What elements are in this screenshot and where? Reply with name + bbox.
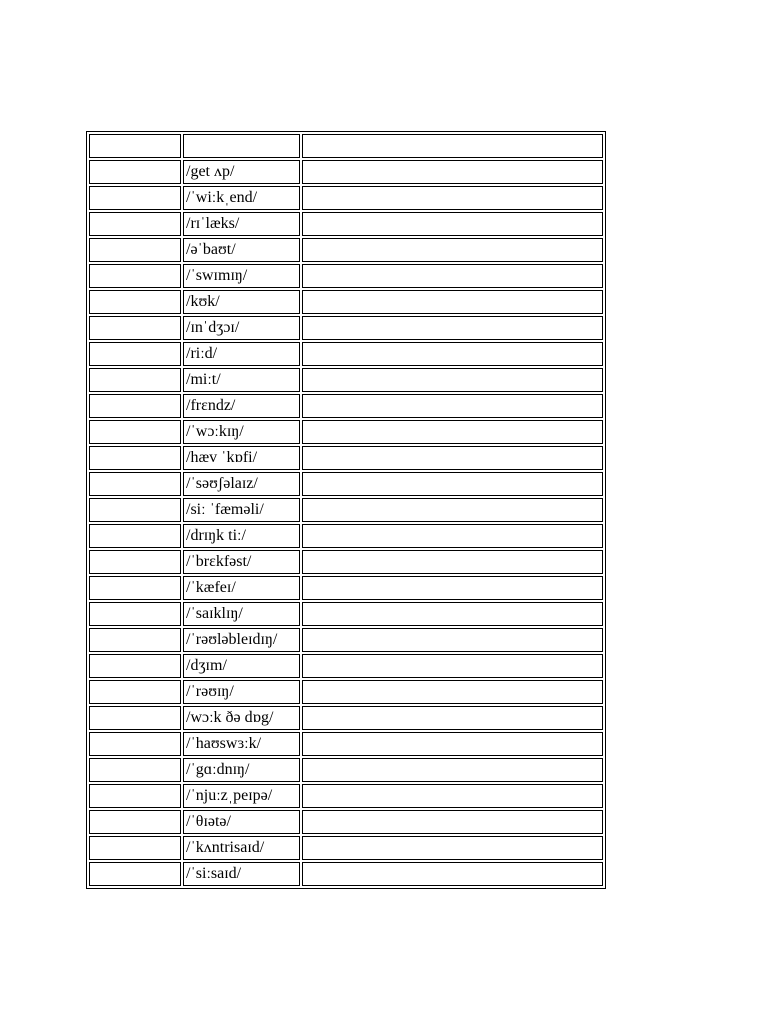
- word-cell: [89, 836, 181, 860]
- ipa-cell: /kʊk/: [183, 290, 300, 314]
- word-cell: [89, 160, 181, 184]
- ipa-cell: /rɪˈlæks/: [183, 212, 300, 236]
- ipa-cell: /ˈsəʊʃəlaɪz/: [183, 472, 300, 496]
- ipa-cell: /riːd/: [183, 342, 300, 366]
- table-row: [89, 394, 603, 418]
- word-cell: [89, 524, 181, 548]
- ipa-cell: /frɛndz/: [183, 394, 300, 418]
- word-cell: [89, 264, 181, 288]
- table-row: [89, 836, 603, 860]
- word-cell: [89, 680, 181, 704]
- table-row: [89, 654, 603, 678]
- meaning-cell: [302, 186, 603, 210]
- meaning-cell: [302, 446, 603, 470]
- word-cell: [89, 368, 181, 392]
- header-cell-word: [89, 134, 181, 158]
- word-cell: [89, 732, 181, 756]
- ipa-cell: /siː ˈfæməli/: [183, 498, 300, 522]
- table-row: [89, 446, 603, 470]
- ipa-cell: /ˈθɪətə/: [183, 810, 300, 834]
- meaning-cell: [302, 706, 603, 730]
- word-cell: [89, 316, 181, 340]
- ipa-cell: /wɔːk ðə dɒg/: [183, 706, 300, 730]
- meaning-cell: [302, 160, 603, 184]
- ipa-cell: /dʒɪm/: [183, 654, 300, 678]
- table-row: [89, 524, 603, 548]
- meaning-cell: [302, 238, 603, 262]
- ipa-cell: /ˈrəʊɪŋ/: [183, 680, 300, 704]
- table-row: [89, 212, 603, 236]
- table-row: [89, 186, 603, 210]
- table-row: [89, 576, 603, 600]
- ipa-cell: /miːt/: [183, 368, 300, 392]
- vocabulary-table-body: [89, 134, 603, 886]
- meaning-cell: [302, 680, 603, 704]
- ipa-cell: /ˈsiːsaɪd/: [183, 862, 300, 886]
- word-cell: [89, 212, 181, 236]
- word-cell: [89, 628, 181, 652]
- ipa-cell: /ˈkʌntrisaɪd/: [183, 836, 300, 860]
- table-row: [89, 862, 603, 886]
- meaning-cell: [302, 368, 603, 392]
- ipa-cell: /ˈnjuːzˌpeɪpə/: [183, 784, 300, 808]
- table-row: [89, 472, 603, 496]
- word-cell: [89, 810, 181, 834]
- meaning-cell: [302, 628, 603, 652]
- table-row: [89, 732, 603, 756]
- word-cell: [89, 290, 181, 314]
- meaning-cell: [302, 602, 603, 626]
- word-cell: [89, 186, 181, 210]
- table-row: [89, 810, 603, 834]
- table-row: [89, 316, 603, 340]
- meaning-cell: [302, 758, 603, 782]
- word-cell: [89, 758, 181, 782]
- ipa-cell: /ˈgɑːdnɪŋ/: [183, 758, 300, 782]
- meaning-cell: [302, 524, 603, 548]
- word-cell: [89, 342, 181, 366]
- meaning-cell: [302, 732, 603, 756]
- header-cell-ipa: [183, 134, 300, 158]
- table-row: [89, 680, 603, 704]
- ipa-cell: /ˈrəʊləbleɪdɪŋ/: [183, 628, 300, 652]
- meaning-cell: [302, 290, 603, 314]
- word-cell: [89, 238, 181, 262]
- ipa-cell: /ˈwɔːkɪŋ/: [183, 420, 300, 444]
- table-row: [89, 264, 603, 288]
- word-cell: [89, 394, 181, 418]
- ipa-cell: /ˈkæfeɪ/: [183, 576, 300, 600]
- meaning-cell: [302, 394, 603, 418]
- ipa-cell: /ˈsaɪklɪŋ/: [183, 602, 300, 626]
- table-row: [89, 368, 603, 392]
- word-cell: [89, 862, 181, 886]
- word-cell: [89, 784, 181, 808]
- word-cell: [89, 498, 181, 522]
- table-row: [89, 290, 603, 314]
- word-cell: [89, 576, 181, 600]
- ipa-cell: /əˈbaʊt/: [183, 238, 300, 262]
- ipa-cell: /drɪŋk tiː/: [183, 524, 300, 548]
- table-row: [89, 628, 603, 652]
- ipa-cell: /get ʌp/: [183, 160, 300, 184]
- word-cell: [89, 706, 181, 730]
- table-row: [89, 342, 603, 366]
- meaning-cell: [302, 576, 603, 600]
- table-row: [89, 784, 603, 808]
- meaning-cell: [302, 342, 603, 366]
- meaning-cell: [302, 472, 603, 496]
- ipa-cell: /ɪnˈdʒɔɪ/: [183, 316, 300, 340]
- vocabulary-table: [86, 131, 606, 889]
- meaning-cell: [302, 862, 603, 886]
- meaning-cell: [302, 264, 603, 288]
- table-row: [89, 498, 603, 522]
- table-row: [89, 758, 603, 782]
- ipa-cell: /ˈhaʊswɜːk/: [183, 732, 300, 756]
- header-cell-meaning: [302, 134, 603, 158]
- word-cell: [89, 420, 181, 444]
- table-row: [89, 550, 603, 574]
- meaning-cell: [302, 316, 603, 340]
- meaning-cell: [302, 420, 603, 444]
- meaning-cell: [302, 784, 603, 808]
- table-header-row: [89, 134, 603, 158]
- meaning-cell: [302, 498, 603, 522]
- meaning-cell: [302, 550, 603, 574]
- meaning-cell: [302, 810, 603, 834]
- word-cell: [89, 654, 181, 678]
- word-cell: [89, 602, 181, 626]
- ipa-cell: /ˈswɪmɪŋ/: [183, 264, 300, 288]
- table-row: [89, 420, 603, 444]
- word-cell: [89, 472, 181, 496]
- ipa-cell: /hæv ˈkɒfi/: [183, 446, 300, 470]
- word-cell: [89, 446, 181, 470]
- table-row: [89, 602, 603, 626]
- meaning-cell: [302, 212, 603, 236]
- meaning-cell: [302, 836, 603, 860]
- table-row: [89, 706, 603, 730]
- table-row: [89, 238, 603, 262]
- table-row: [89, 160, 603, 184]
- ipa-cell: /ˈwiːkˌend/: [183, 186, 300, 210]
- meaning-cell: [302, 654, 603, 678]
- ipa-cell: /ˈbrɛkfəst/: [183, 550, 300, 574]
- word-cell: [89, 550, 181, 574]
